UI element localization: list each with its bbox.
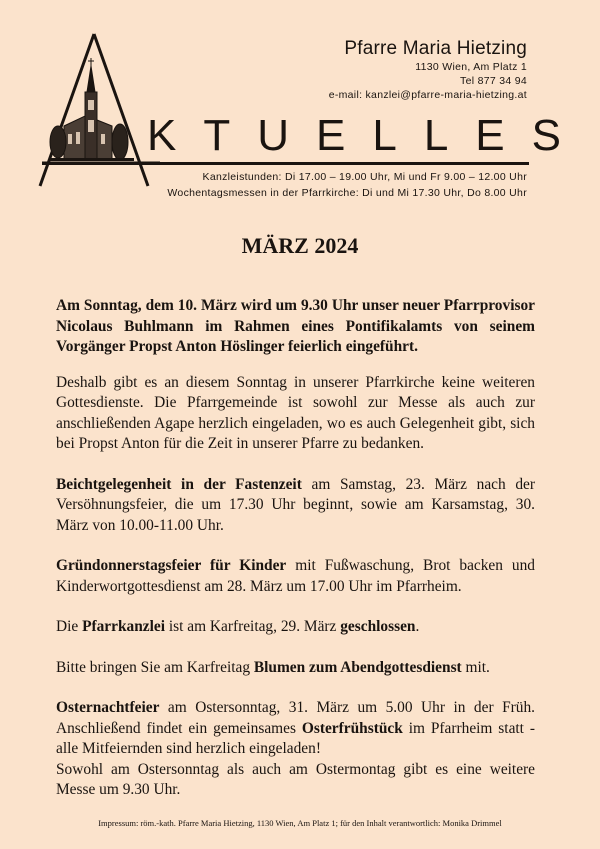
header-rule (42, 162, 529, 165)
beicht-heading: Beichtgelegenheit in der Fastenzeit (56, 475, 302, 493)
address-email: e-mail: kanzlei@pfarre-maria-hietzing.at (328, 89, 527, 101)
kanzlei-pre: Die (56, 618, 83, 635)
oster-bold1: Osternachtfeier (56, 699, 160, 716)
blumen-bold: Blumen zum Abendgottesdienst (253, 658, 462, 676)
church-a-logo (30, 30, 160, 190)
imprint: Impressum: röm.-kath. Pfarre Maria Hietzing, 1130 Wien, Am Platz 1; für den Inhalt verantwortlich: Monika Drimmel (98, 818, 502, 828)
paragraph-ostermesse: Sowohl am Ostersonntag als auch am Ostermontag gibt es eine weitere Messe um 9.30 Uhr. (56, 760, 535, 798)
paragraph-blumen (56, 658, 535, 679)
page-title: KTUELLES (147, 111, 588, 160)
paragraph-deshalb: Deshalb gibt es an diesem Sonntag in unserer Pfarrkirche keine weiteren Gottesdienste. Die Pfarrgemeinde ist sowohl zur Messe als auch zur anschließenden Agape herzlich eingeladen, wo es auch Gelegenheit gibt, sich bei Propst Anton für die Zeit in unserer Pfarre zu bedanken. (56, 373, 535, 452)
month-heading: MÄRZ 2024 (241, 233, 359, 258)
blumen-pre: Bitte bringen Sie am Karfreitag (56, 658, 254, 676)
paragraph-osternacht (56, 698, 535, 760)
kanzlei-mid: ist am Karfreitag, 29. März (165, 618, 341, 635)
paragraph-gruendonnerstag (56, 556, 535, 597)
weekday-masses: Wochentagsmessen in der Pfarrkirche: Di und Mi 17.30 Uhr, Do 8.00 Uhr (167, 187, 527, 199)
announcements (56, 296, 535, 801)
oster-bold2: Osterfrühstück (301, 719, 403, 737)
paragraph-beichtgelegenheit (56, 475, 535, 537)
oster-mid2: im Pfarrheim statt - alle Mitfeiernden sind herzlich eingeladen! (56, 719, 535, 757)
office-hours: Kanzleistunden: Di 17.00 – 19.00 Uhr, Mi und Fr 9.00 – 12.00 Uhr (202, 171, 527, 183)
address-phone: Tel 877 34 94 (460, 75, 527, 87)
oster-mid1: am Ostersonntag, 31. März um 5.00 Uhr in der Früh. Anschließend findet ein gemeinsames (56, 699, 535, 737)
gruen-heading: Gründonnerstagsfeier für Kinder (56, 557, 287, 574)
blumen-end: mit. (461, 658, 490, 676)
parish-name: Pfarre Maria Hietzing (344, 38, 527, 59)
gruen-text: mit Fußwaschung, Brot backen und Kinderwortgottesdienst am 28. März um 17.00 Uhr im Pfarrheim. (56, 557, 536, 595)
lead-announcement: Am Sonntag, dem 10. März wird um 9.30 Uhr unser neuer Pfarrprovisor Nicolaus Buhlmann im Rahmen eines Pontifikalamts von seinem Vorgänger Propst Anton Höslinger feierlich eingeführt. (56, 297, 535, 355)
beicht-text: am Samstag, 23. März nach der Versöhnungsfeier, die um 17.30 Uhr beginnt, sowie am Karsamstag, 30. März von 10.00-11.00 Uhr. (56, 475, 535, 534)
address-street: 1130 Wien, Am Platz 1 (415, 61, 527, 73)
kanzlei-bold2: geschlossen (340, 618, 416, 635)
kanzlei-bold1: Pfarrkanzlei (82, 618, 165, 635)
paragraph-kanzlei (56, 617, 535, 638)
kanzlei-end: . (415, 618, 420, 635)
